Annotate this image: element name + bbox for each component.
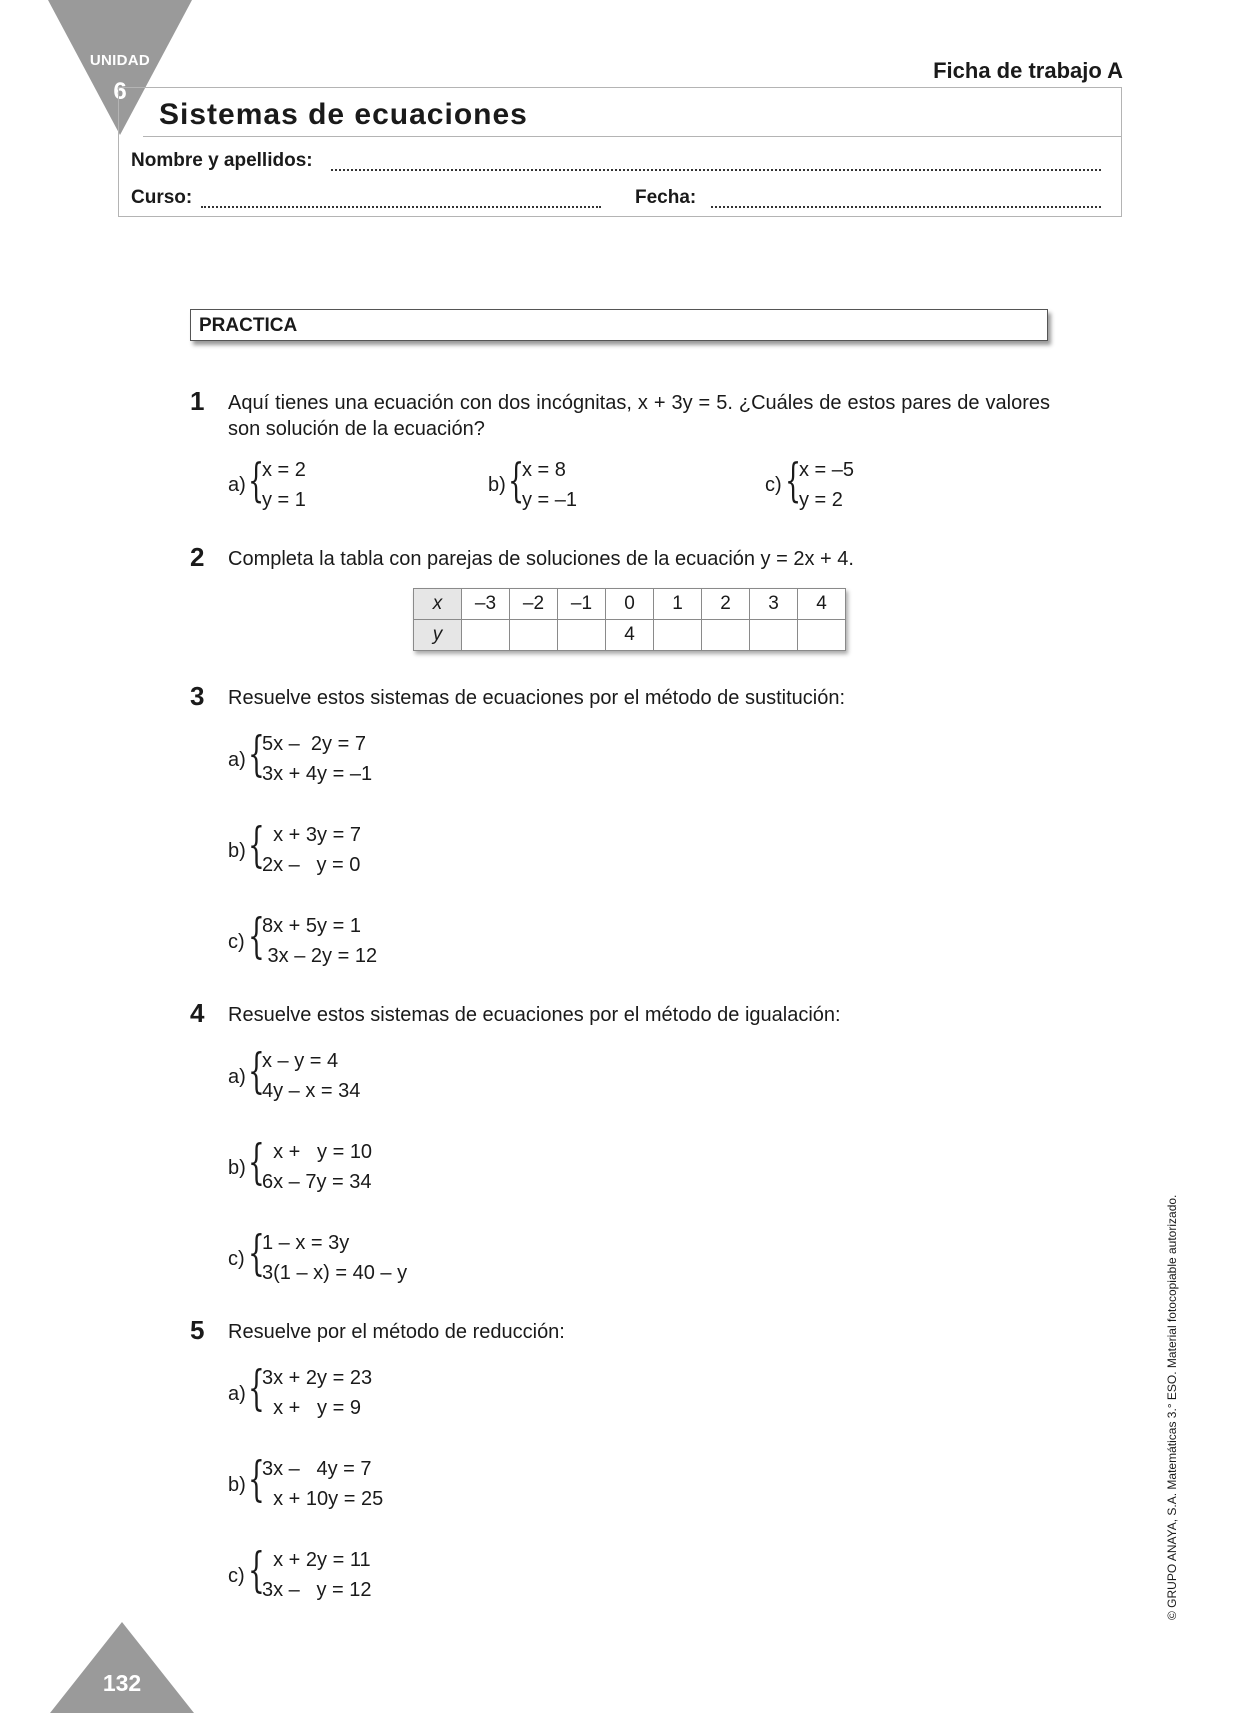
course-label: Curso:: [131, 187, 193, 208]
table-cell: 0: [606, 589, 654, 620]
copyright-note: © GRUPO ANAYA, S.A. Matemáticas 3.° ESO. Material fotocopiable autorizado.: [1165, 1194, 1179, 1620]
brace-icon: {: [248, 1451, 265, 1507]
date-label: Fecha:: [635, 187, 697, 208]
table-row: [414, 620, 846, 651]
question-number: 3: [190, 681, 205, 711]
brace-icon: {: [248, 1542, 265, 1598]
unit-number: 6: [113, 78, 127, 105]
solutions-table: [413, 588, 846, 651]
question-text: Completa la tabla con parejas de soluciones de la ecuación y = 2x + 4.: [228, 548, 854, 570]
question-number: 2: [190, 542, 205, 572]
question-number: 5: [190, 1315, 205, 1345]
question-text: Resuelve estos sistemas de ecuaciones por el método de igualación:: [228, 1004, 841, 1026]
question-text: Aquí tienes una ecuación con dos incógnitas, x + 3y = 5. ¿Cuáles de estos pares de valores son solución de la ecuación?: [228, 392, 1050, 440]
header-box: [118, 87, 1122, 217]
table-cell-input[interactable]: [750, 620, 798, 651]
table-cell: –2: [510, 589, 558, 620]
page-title: Sistemas de ecuaciones: [159, 98, 528, 131]
section-box: [190, 309, 1048, 341]
table-cell: 1: [654, 589, 702, 620]
question-number: 1: [190, 386, 205, 416]
table-cell: –3: [462, 589, 510, 620]
table-cell-input[interactable]: [558, 620, 606, 651]
title-row: [143, 88, 1121, 137]
unit-label: UNIDAD: [89, 52, 151, 69]
brace-icon: {: [785, 453, 802, 507]
brace-icon: {: [248, 908, 265, 964]
table-cell: 4: [606, 620, 654, 651]
table-cell-input[interactable]: [462, 620, 510, 651]
page-number: 132: [102, 1670, 142, 1696]
name-field[interactable]: [331, 169, 1101, 171]
date-field[interactable]: [711, 206, 1101, 208]
table-header-x: x: [414, 589, 462, 620]
page-number-badge: [50, 1622, 194, 1713]
table-cell: –1: [558, 589, 606, 620]
section-title: PRACTICA: [199, 315, 298, 336]
table-cell-input[interactable]: [510, 620, 558, 651]
brace-icon: {: [248, 1043, 265, 1099]
worksheet-label: Ficha de trabajo A: [933, 58, 1123, 83]
brace-icon: {: [248, 726, 265, 782]
question-text: Resuelve por el método de reducción:: [228, 1321, 565, 1343]
table-cell: 3: [750, 589, 798, 620]
question-number: 4: [190, 998, 205, 1028]
table-cell: 4: [798, 589, 846, 620]
table-cell: 2: [702, 589, 750, 620]
brace-icon: {: [248, 1225, 265, 1281]
brace-icon: {: [248, 1360, 265, 1416]
brace-icon: {: [248, 817, 265, 873]
name-label: Nombre y apellidos:: [131, 150, 313, 171]
brace-icon: {: [248, 453, 265, 507]
brace-icon: {: [508, 453, 525, 507]
brace-icon: {: [248, 1134, 265, 1190]
table-cell-input[interactable]: [654, 620, 702, 651]
table-header-y: y: [414, 620, 462, 651]
table-cell-input[interactable]: [702, 620, 750, 651]
table-cell-input[interactable]: [798, 620, 846, 651]
course-field[interactable]: [201, 206, 601, 208]
question-text: Resuelve estos sistemas de ecuaciones por el método de sustitución:: [228, 687, 846, 709]
table-row: [414, 589, 846, 620]
